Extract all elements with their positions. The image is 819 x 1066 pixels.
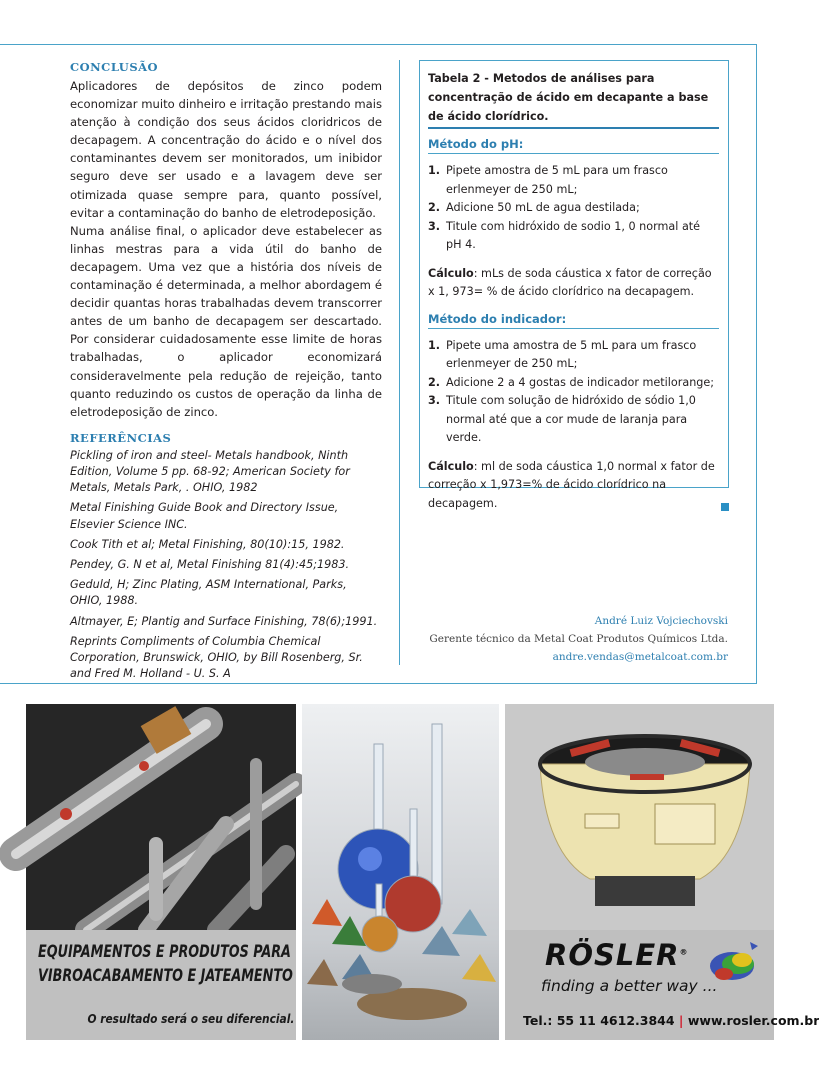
- ad-tagline: O resultado será o seu diferencial.: [87, 1011, 294, 1026]
- ad-separator: |: [678, 1013, 684, 1028]
- ad-panel-middle: [302, 704, 499, 1040]
- list-item: 3. Titule com solução de hidróxido de sódio 1,0 normal até que a cor mude de laranja para verde.: [428, 394, 696, 444]
- list-item: 2. Adicione 2 a 4 gostas de indicador metilorange;: [428, 375, 715, 389]
- indicator-method-steps: [428, 337, 719, 448]
- indicator-method-heading: Método do indicador:: [428, 311, 567, 326]
- metal-tubes-photo: [26, 704, 296, 930]
- ph-method-divider: [428, 153, 719, 154]
- reference-item: Altmayer, E; Plantig and Surface Finishing, 78(6);1991.: [70, 614, 378, 628]
- frame-right-border: [756, 44, 757, 684]
- author-email[interactable]: andre.vendas@metalcoat.com.br: [552, 651, 728, 663]
- rosler-logo: RÖSLER®: [545, 938, 689, 972]
- list-item: 1. Pipete uma amostra de 5 mL para um frasco erlenmeyer de 250 mL;: [428, 338, 697, 370]
- ad-phone: Tel.: 55 11 4612.3844: [523, 1013, 675, 1028]
- indicator-method-divider: [428, 328, 719, 329]
- ad-website[interactable]: www.rosler.com.br: [687, 1013, 819, 1028]
- reference-item: Pendey, G. N et al, Metal Finishing 81(4):45;1983.: [70, 558, 350, 571]
- conclusion-paragraph-1: Aplicadores de depósitos de zinco podem economizar muito dinheiro e irritação prestando mais atenção à condição dos seus ácidos cloridricos de decapagem. A concentração do ácido e o nível dos contaminantes devem ser monitorados, um inibidor seguro deve ser usado e a lavagem deve ser otimizada quase sempre para, quanto possível, evitar a contaminação do banho de eletrodeposição.: [70, 79, 382, 220]
- list-item: 2. Adicione 50 mL de agua destilada;: [428, 201, 640, 214]
- reference-item: Metal Finishing Guide Book and Directory Issue, Elsevier Science INC.: [70, 501, 339, 531]
- references-section: [70, 431, 382, 683]
- reference-item: Pickling of iron and steel- Metals handbook, Ninth Edition, Volume 5 pp. 68-92; American Society for Metals, Metals Park, . OHIO, 1982: [70, 448, 350, 495]
- lab-glassware-photo: [302, 704, 499, 1040]
- list-item: 3. Titule com hidróxido de sodio 1, 0 normal até pH 4.: [428, 219, 701, 251]
- table-2-box: [419, 60, 729, 510]
- ph-calculation: Cálculo: mLs de soda cáustica x fator de correção x 1, 973= % de ácido clorídrico na decapagem.: [428, 266, 712, 298]
- author-name: André Luiz Vojciechovski: [594, 615, 728, 627]
- reference-item: Reprints Compliments of Columbia Chemical Corporation, Brunswick, OHIO, by Bill Rosenberg, Sr. and Fred M. Holland - U. S. A: [70, 634, 363, 681]
- rosler-slogan: finding a better way ...: [541, 977, 718, 995]
- vibratory-machine-photo: [505, 704, 774, 930]
- frame-top-border: [0, 44, 757, 45]
- author-block: [429, 612, 728, 666]
- conclusion-paragraph-2: Numa análise final, o aplicador deve estabelecer as linhas mestras para a vida útil do banho de decapagem. Uma vez que a história dos níveis de contaminação é determinada, a melhor abordagem é decidir quantas horas trabalhadas devem transcorrer antes de um banho de decapagem ser descartado. Por considerar cuidadosamente esse limite de horas trabalhadas, o aplicador economizará consideravelmente pela redução de rejeição, tanto quanto reduzindo os custos de operação da linha de eletrodeposição de zinco.: [70, 223, 382, 419]
- left-column: [70, 60, 382, 686]
- references-heading: REFERÊNCIAS: [70, 430, 172, 445]
- ad-panel-right: [505, 704, 819, 1040]
- column-divider: [399, 60, 400, 665]
- author-role: Gerente técnico da Metal Coat Produtos Químicos Ltda.: [429, 633, 728, 645]
- ad-headline-line-2: VIBROACABAMENTO E JATEAMENTO: [38, 966, 293, 985]
- ad-contact-line: [523, 1013, 819, 1028]
- indicator-calculation: Cálculo: ml de soda cáustica 1,0 normal x fator de correção x 1,973=% de ácido clorídrico na decapagem.: [428, 459, 715, 510]
- ph-method-heading: Método do pH:: [428, 137, 524, 151]
- ad-headline-line-1: EQUIPAMENTOS E PRODUTOS PARA: [38, 942, 291, 961]
- end-of-article-marker: [721, 503, 729, 511]
- rosler-advertisement: [26, 704, 819, 1040]
- reference-item: Cook Tith et al; Metal Finishing, 80(10):15, 1982.: [70, 537, 345, 551]
- reference-item: Geduld, H; Zinc Plating, ASM International, Parks, OHIO, 1988.: [70, 578, 347, 608]
- ad-brand-band: [505, 930, 819, 1040]
- list-item: 1. Pipete amostra de 5 mL para um frasco erlenmeyer de 250 mL;: [428, 164, 668, 196]
- conclusion-heading: CONCLUSÃO: [70, 60, 159, 74]
- ad-panel-left: [26, 704, 296, 1040]
- ad-headline: [38, 940, 293, 988]
- table-2-title: Tabela 2 - Metodos de análises para concentração de ácido em decapante a base de ácido clorídrico.: [428, 69, 719, 129]
- ph-method-steps: [428, 162, 719, 255]
